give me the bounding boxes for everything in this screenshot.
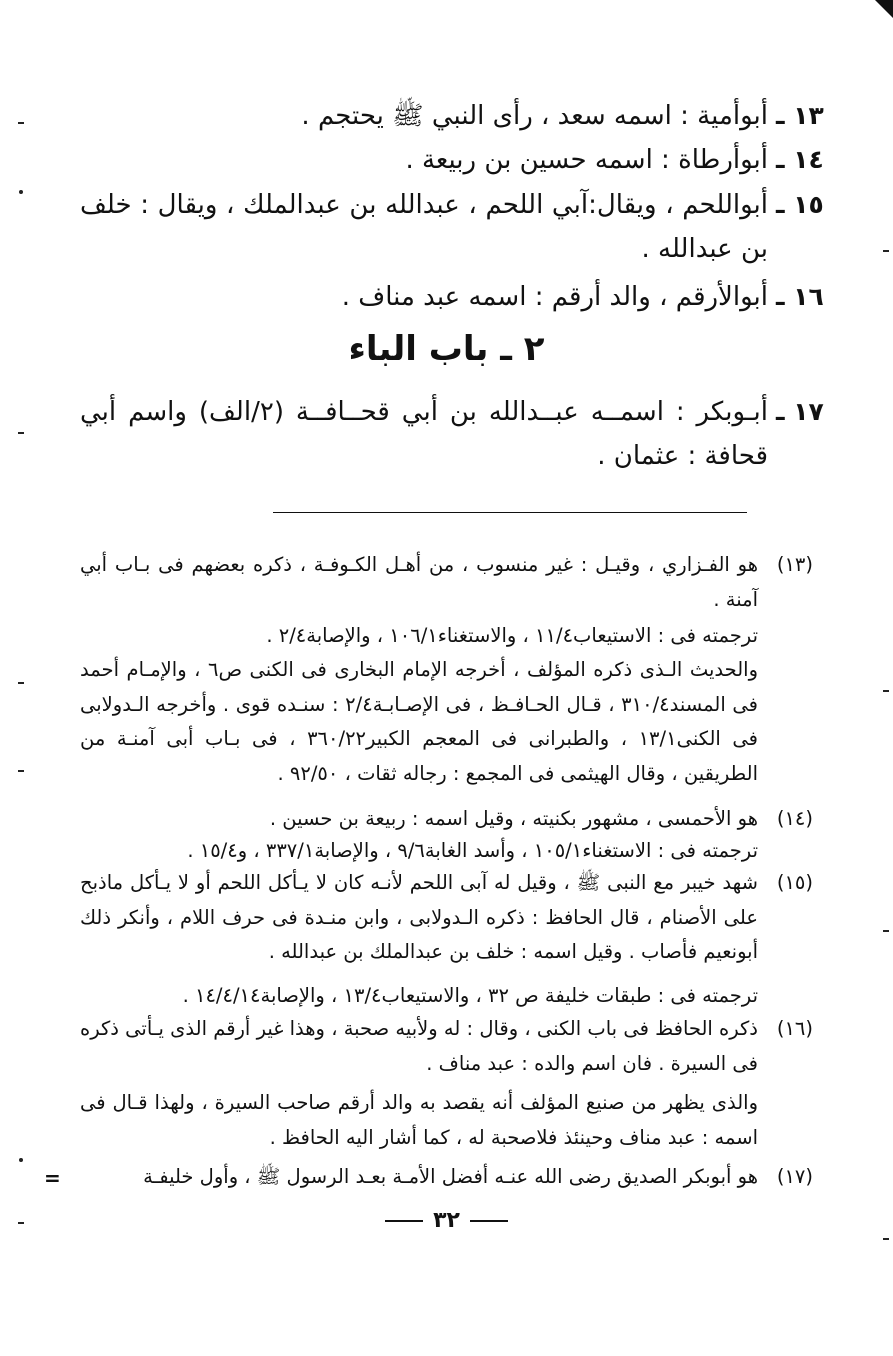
footnote-separator — [273, 512, 747, 513]
entry-14 — [80, 138, 824, 182]
footnote-15 — [80, 866, 813, 970]
entry-text: أبـوبكر : اسمــه عبــدالله بن أبي قحــافــة (٢/الف) واسم أبي قحافة : عثمان . — [80, 397, 768, 471]
footnote-13-sources: ترجمته فى : الاستيعاب١١/٤ ، والاستغناء١٠٦/١ ، والإصابة٢/٤ . — [266, 624, 758, 647]
margin-mark — [883, 250, 889, 252]
entry-17 — [80, 390, 824, 478]
continuation-mark: = — [44, 1166, 61, 1190]
entry-text: أبوأمية : اسمه سعد ، رأى النبي ﷺ يحتجم . — [301, 101, 768, 131]
footnote-text: هو أبوبكر الصديق رضى الله عنـه أفضل الأمـة بعـد الرسول ﷺ ، وأول خليفـة — [143, 1165, 758, 1188]
page-number: ٣٢ — [433, 1208, 460, 1233]
entry-13 — [80, 94, 824, 138]
footnote-text: هو الفـزاري ، وقيـل : غير منسوب ، من أهـل الكـوفـة ، ذكره بعضهم فى بـاب أبي آمنة . — [80, 553, 758, 611]
footnote-number: (١٤) — [776, 807, 813, 830]
footnote-number: (١٧) — [776, 1165, 813, 1188]
entry-number: ١٤ ـ — [776, 145, 824, 174]
footnote-14 — [80, 802, 813, 837]
footnote-16-note: والذى يظهر من صنيع المؤلف أنه يقصد به والد أرقم صاحب السيرة ، ولهذا قـال فى اسمه : عبد مناف وحينئذ فلاصحبة له ، كما أشار اليه الحافظ . — [80, 1091, 758, 1149]
footnote-number: (١٣) — [776, 553, 813, 576]
footer-dash-left — [470, 1220, 508, 1222]
entry-number: ١٧ ـ — [776, 397, 824, 426]
footnote-17 — [80, 1160, 813, 1195]
footnote-number: (١٥) — [776, 871, 813, 894]
margin-mark — [18, 432, 24, 434]
margin-mark — [18, 122, 24, 124]
footnote-number: (١٦) — [776, 1017, 813, 1040]
footnote-text: ذكره الحافظ فى باب الكنى ، وقال : له ولأبيه صحبة ، وهذا غير أرقم الذى يـأتى ذكره فى السيرة . فان اسم والده : عبد مناف . — [80, 1017, 758, 1075]
margin-mark — [883, 690, 889, 692]
page-corner-mark — [875, 0, 893, 18]
entry-text: أبواللحم ، ويقال:آبي اللحم ، عبدالله بن عبدالملك ، ويقال : خلف بن عبدالله . — [80, 190, 768, 264]
margin-mark — [883, 930, 889, 932]
footnote-16 — [80, 1012, 813, 1081]
margin-mark — [18, 770, 24, 772]
entry-number: ١٥ ـ — [776, 190, 824, 219]
entry-number: ١٣ ـ — [776, 101, 824, 130]
margin-mark — [18, 682, 24, 684]
footnote-14-sources: ترجمته فى : الاستغناء١٠٥/١ ، وأسد الغابة٩/٦ ، والإصابة٣٣٧/١ ، و١٥/٤ . — [187, 839, 758, 862]
margin-mark — [19, 1158, 23, 1162]
entry-text: أبوأرطاة : اسمه حسين بن ربيعة . — [405, 145, 768, 175]
margin-mark — [19, 190, 23, 194]
footnote-13 — [80, 548, 813, 617]
margin-mark — [883, 1238, 889, 1240]
entry-number: ١٦ ـ — [776, 282, 824, 311]
entry-16 — [80, 275, 824, 319]
margin-mark — [18, 1222, 24, 1224]
footnote-text: هو الأحمسى ، مشهور بكنيته ، وقيل اسمه : ربيعة بن حسين . — [269, 807, 758, 830]
chapter-heading: ٢ ـ باب الباء — [348, 329, 545, 369]
footnote-13-hadith-note: والحديث الـذى ذكره المؤلف ، أخرجه الإمام البخارى فى الكنى ص٦ ، والإمـام أحمد فى المسند٣١٠/٤ ، قـال الحـافـظ ، فى الإصـابـة٢/٤ : سنـده قوى . وأخرجه الـدولابى فى الكنى١٣/١ ، والطبرانى فى المعجم الكبير٣٦٠/٢٢ ، فى بـاب أبى آمنـة من الطريقين ، وقال الهيثمى فى المجمع : رجاله ثقات ، ٩٢/٥٠ . — [80, 658, 759, 785]
footnote-text: شهد خيبر مع النبى ﷺ ، وقيل له آبى اللحم لأنـه كان لا يـأكل اللحم أو لا يـأكل ماذبح على الأصنام ، قال الحافظ : ذكره الـدولابى ، وابن منـدة فى حرف اللام ، وأنكر ذلك أبونعيم فأصاب . وقيل اسمه : خلف بن عبدالملك بن عبدالله . — [80, 871, 758, 963]
footnote-15-sources: ترجمته فى : طبقات خليفة ص ٣٢ ، والاستيعاب١٣/٤ ، والإصابة١٤/٤/١٤ . — [182, 984, 758, 1007]
entry-text: أبوالأرقم ، والد أرقم : اسمه عبد مناف . — [341, 282, 768, 312]
page-number-footer — [0, 1208, 893, 1233]
footer-dash-right — [385, 1220, 423, 1222]
entry-15 — [80, 183, 824, 271]
